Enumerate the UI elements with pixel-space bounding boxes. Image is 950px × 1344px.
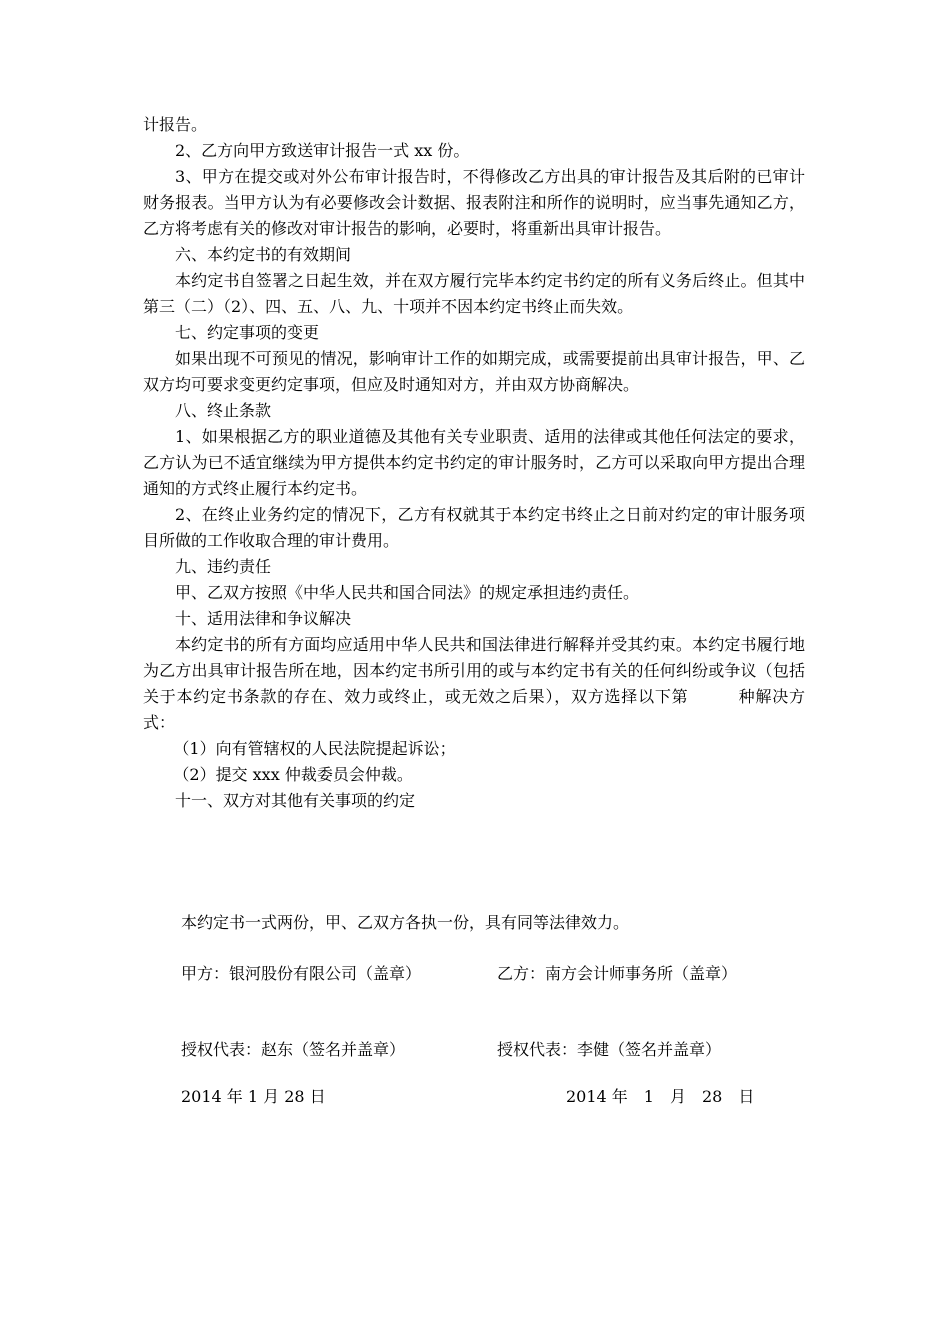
party-a-name: 甲方：银河股份有限公司（盖章） [181,964,422,983]
heading-termination: 八、终止条款 [175,401,272,420]
dispute-option-arbitration: （2）提交 xxx 仲裁委员会仲裁。 [173,765,413,784]
party-b-representative: 授权代表：李健（签名并盖章） [497,1040,722,1059]
paragraph-law-and-disputes: 本约定书的所有方面均应适用中华人民共和国法律进行解释并受其约束。本约定书履行地为乙方出具审计报告所在地，因本约定书所引用的或与本约定书有关的任何纠纷或争议（包括关于本约定书条款的存在、效力或终止，或无效之后果），双方选择以下第 种解决方式： [143,635,805,732]
contract-body [143,112,805,814]
paragraph-termination-2: 2、在终止业务约定的情况下，乙方有权就其于本约定书终止之日前对约定的审计服务项目所做的工作收取合理的审计费用。 [143,505,805,550]
paragraph-report-copies: 2、乙方向甲方致送审计报告一式 xx 份。 [175,141,470,160]
paragraph-report-modification: 3、甲方在提交或对外公布审计报告时，不得修改乙方出具的审计报告及其后附的已审计财务报表。当甲方认为有必要修改会计数据、报表附注和所作的说明时，应当事先通知乙方，乙方将考虑有关的修改对审计报告的影响，必要时，将重新出具审计报告。 [143,167,805,238]
paragraph-validity-period: 本约定书自签署之日起生效，并在双方履行完毕本约定书约定的所有义务后终止。但其中第三（二）（2）、四、五、八、九、十项并不因本约定书终止而失效。 [143,271,805,316]
heading-other-matters: 十一、双方对其他有关事项的约定 [175,791,416,810]
party-b-date: 2014 年 1 月 28 日 [566,1087,755,1106]
party-b-name: 乙方：南方会计师事务所（盖章） [497,964,738,983]
heading-validity-period: 六、本约定书的有效期间 [175,245,352,264]
heading-change-of-terms: 七、约定事项的变更 [175,323,320,342]
paragraph-report-end: 计报告。 [143,115,208,134]
paragraph-termination-1: 1、如果根据乙方的职业道德及其他有关专业职责、适用的法律或其他任何法定的要求，乙方认为已不适宜继续为甲方提供本约定书约定的审计服务时，乙方可以采取向甲方提出合理通知的方式终止履行本约定书。 [143,427,805,498]
copies-statement: 本约定书一式两份，甲、乙双方各执一份，具有同等法律效力。 [181,913,630,932]
paragraph-change-of-terms: 如果出现不可预见的情况，影响审计工作的如期完成，或需要提前出具审计报告，甲、乙双方均可要求变更约定事项，但应及时通知对方，并由双方协商解决。 [143,349,805,394]
dispute-option-litigation: （1）向有管辖权的人民法院提起诉讼； [173,739,456,758]
heading-breach-liability: 九、违约责任 [175,557,272,576]
heading-law-and-disputes: 十、适用法律和争议解决 [175,609,352,628]
paragraph-breach-liability: 甲、乙双方按照《中华人民共和国合同法》的规定承担违约责任。 [175,583,640,602]
party-a-representative: 授权代表：赵东（签名并盖章） [181,1040,406,1059]
party-a-date: 2014 年 1 月 28 日 [181,1087,326,1106]
